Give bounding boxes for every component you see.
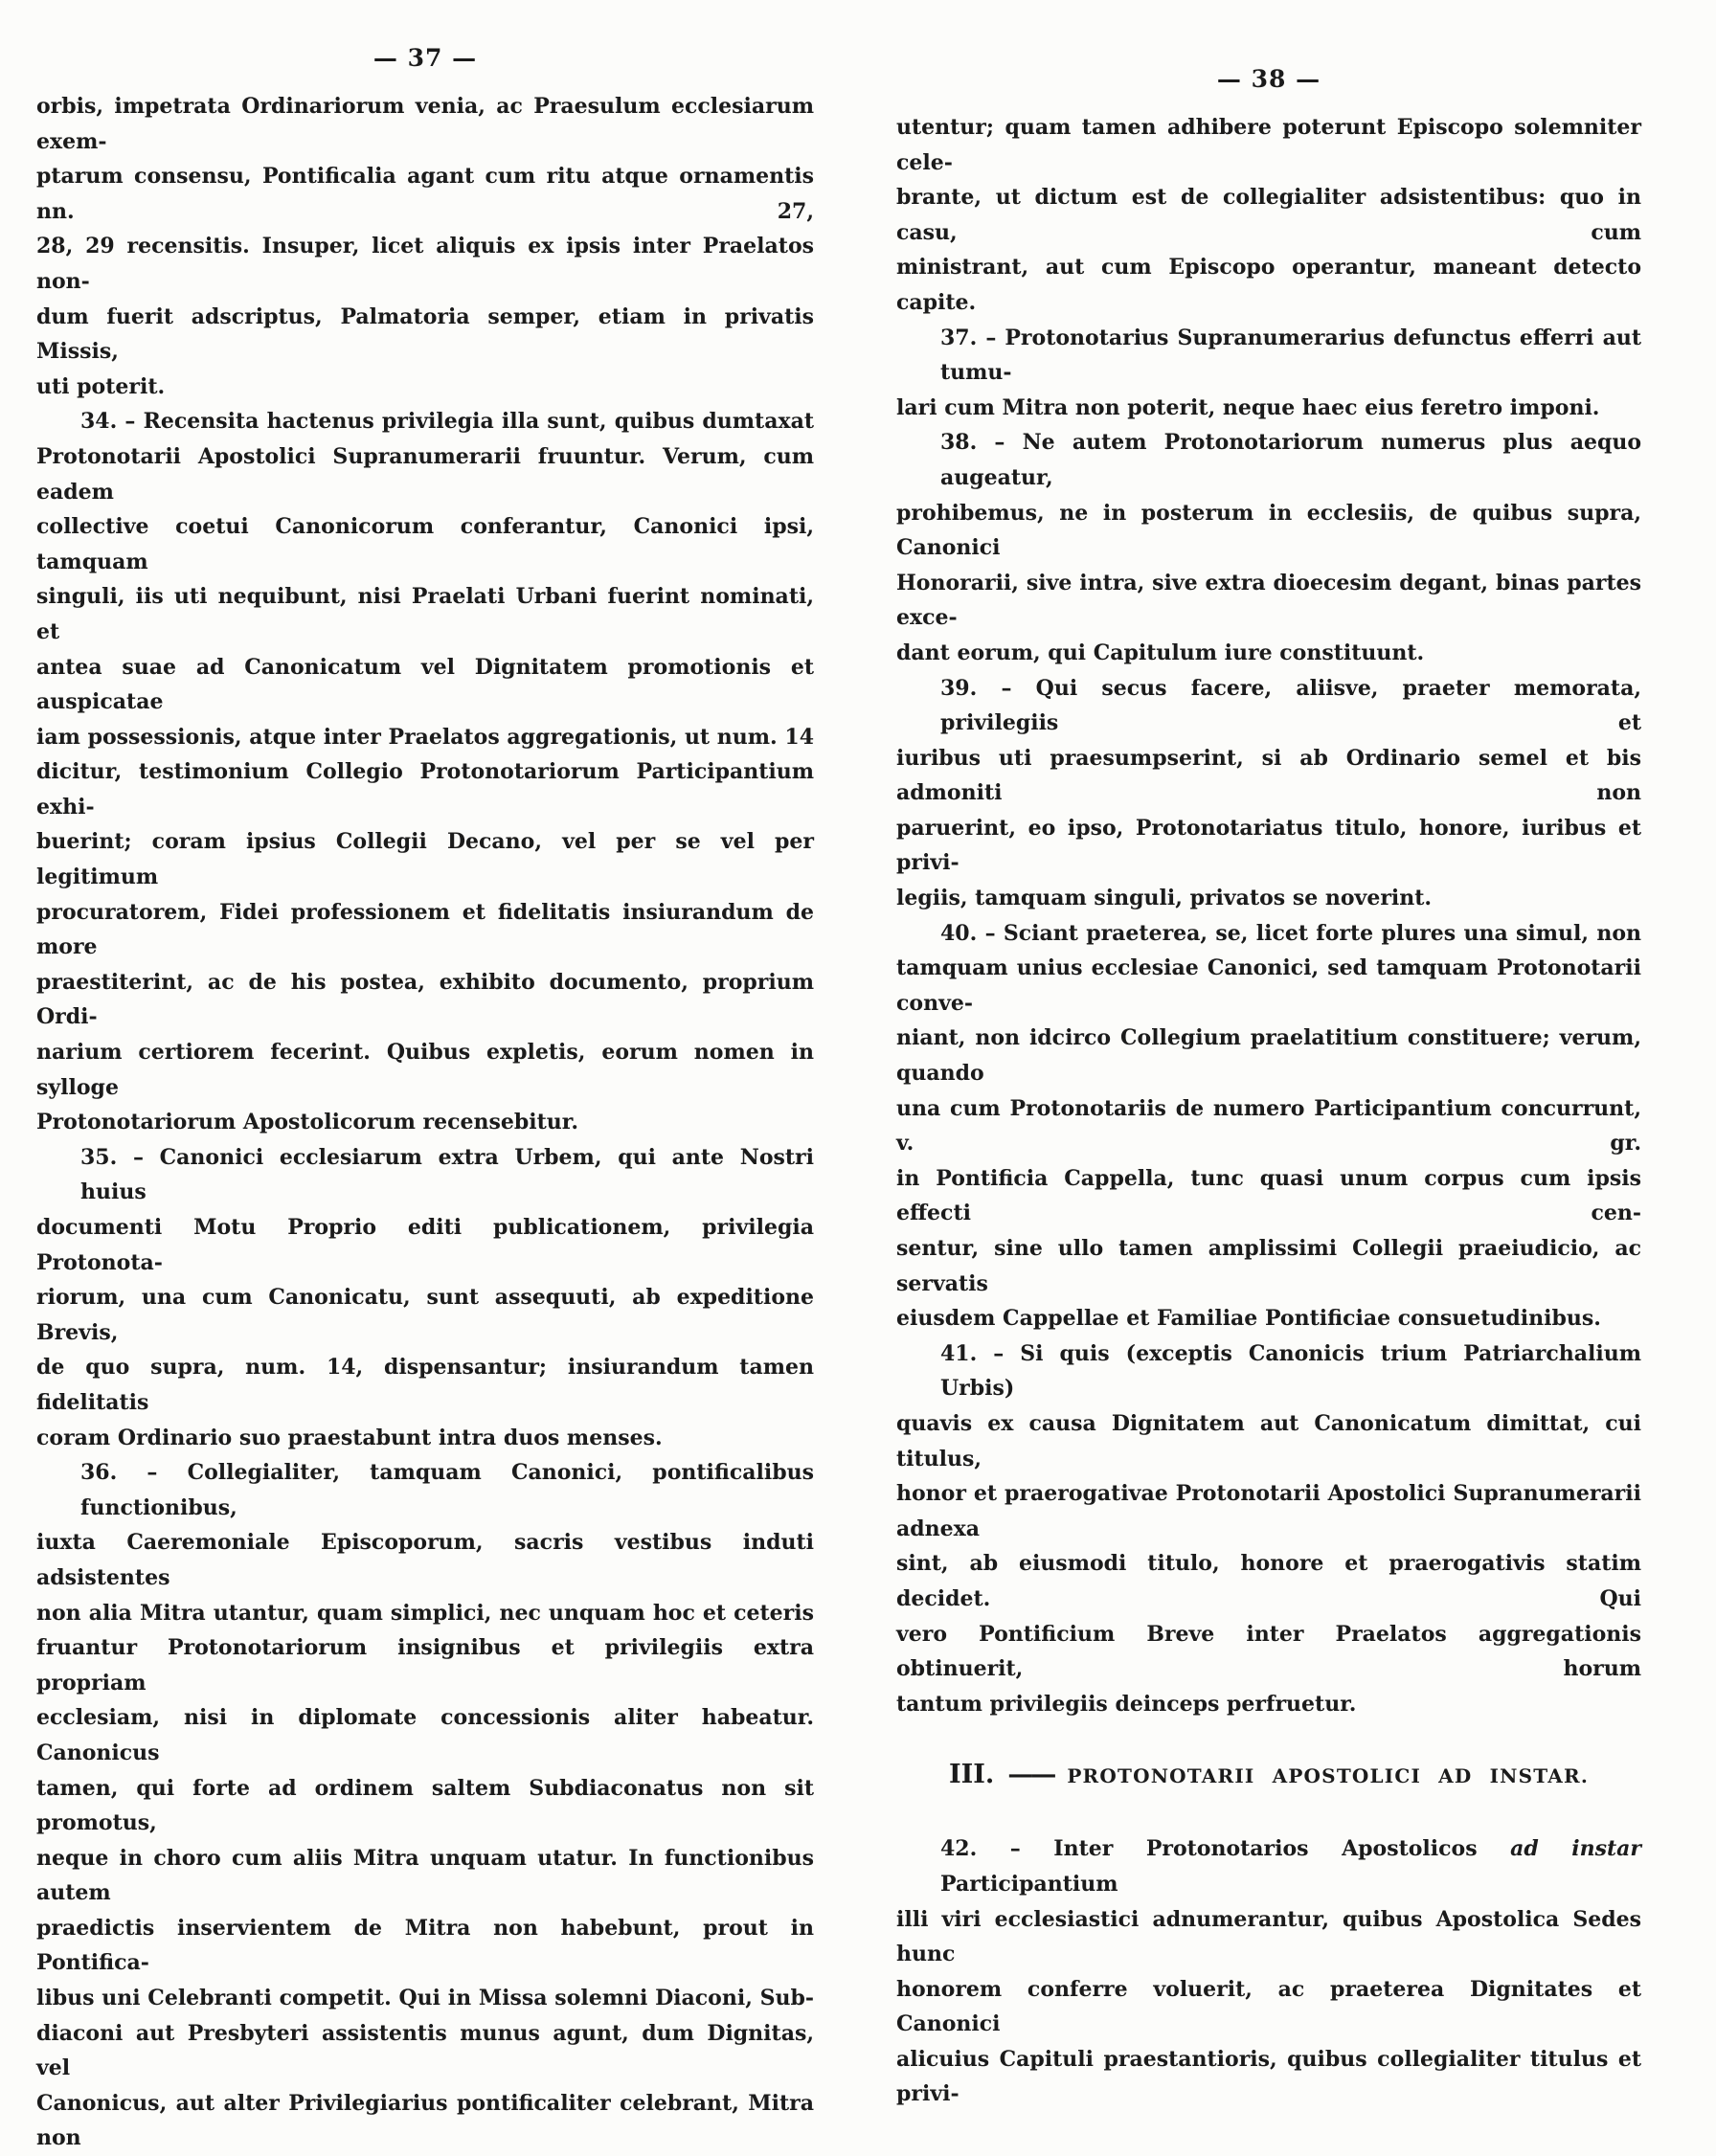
text-line: niant, non idcirco Collegium praelatitium constituere; verum, quando (896, 1025, 1641, 1087)
page-number-left: — 37 — (373, 44, 478, 72)
heading-number: III. (949, 1760, 995, 1790)
text-line: brante, ut dictum est de collegialiter adsistentibus: quo in casu, cum (896, 185, 1641, 245)
text-line: Protonotarii Apostolici Supranumerarii fruuntur. Verum, cum eadem (36, 443, 814, 505)
text-line: iam possessionis, atque inter Praelatos aggregationis, ut num. 14 (36, 724, 814, 750)
text-line: ministrant, aut cum Episcopo operantur, maneant detecto capite. (896, 255, 1641, 315)
text-line: legiis, tamquam singuli, privatos se noverint. (896, 886, 1433, 911)
text-line: alicuius Capituli praestantioris, quibus collegialiter titulus et privi- (896, 2046, 1641, 2107)
text-line: collective coetui Canonicorum conferantur, Canonici ipsi, tamquam (36, 514, 814, 574)
text-line: utentur; quam tamen adhibere poterunt Episcopo solemniter cele- (896, 115, 1641, 175)
text-line: singuli, iis uti nequibunt, nisi Praelati Urbani fuerint nominati, et (36, 584, 814, 644)
text-line: dicitur, testimonium Collegio Protonotariorum Participantium exhi- (36, 759, 814, 820)
paragraph (896, 110, 1641, 321)
paragraph (896, 1831, 1641, 2112)
text-line: coram Ordinario suo praestabunt intra duos menses. (36, 1425, 663, 1450)
page-37 (36, 44, 814, 2156)
text-line: libus uni Celebranti competit. Qui in Missa solemni Diaconi, Sub- (36, 1986, 814, 2011)
text-line: una cum Protonotariis de numero Participantium concurrunt, v. gr. (896, 1095, 1641, 1157)
text-line: ecclesiam, nisi in diplomate concessionis aliter habeatur. Canonicus (36, 1705, 814, 1765)
text-line: tamen, qui forte ad ordinem saltem Subdiaconatus non sit promotus, (36, 1775, 814, 1836)
text-line: antea suae ad Canonicatum vel Dignitatem promotionis et auspicatae (36, 654, 814, 715)
text-line: illi viri ecclesiastici adnumerantur, quibus Apostolica Sedes hunc (896, 1906, 1641, 1967)
paragraph (36, 1140, 814, 1455)
paragraph (896, 321, 1641, 426)
text-line: honor et praerogativae Protonotarii Apostolici Supranumerarii adnexa (896, 1481, 1641, 1541)
paragraph (896, 671, 1641, 916)
text-line: eiusdem Cappellae et Familiae Pontificiae consuetudinibus. (896, 1306, 1601, 1332)
text-line: prohibemus, ne in posterum in ecclesiis, de quibus supra, Canonici (896, 500, 1641, 561)
text-line: quavis ex causa Dignitatem aut Canonicatum dimittat, cui titulus, (896, 1410, 1641, 1471)
text-line: 34. – Recensita hactenus privilegia illa sunt, quibus dumtaxat (80, 409, 814, 435)
text-line: diaconi aut Presbyteri assistentis munus agunt, dum Dignitas, vel (36, 2020, 814, 2081)
text-line: dant eorum, qui Capitulum iure constituunt. (896, 640, 1425, 665)
page-number-right: — 38 — (1216, 65, 1321, 93)
text-line: in Pontificia Cappella, tunc quasi unum corpus cum ipsis effecti cen- (896, 1165, 1641, 1226)
text-line: lari cum Mitra non poterit, neque haec eius feretro imponi. (896, 394, 1600, 420)
text-line: paruerint, eo ipso, Protonotariatus titulo, honore, iuribus et privi- (896, 815, 1641, 876)
text-line: praedictis inservientem de Mitra non habebunt, prout in Pontifica- (36, 1915, 814, 1976)
text-line: neque in choro cum aliis Mitra unquam utatur. In functionibus autem (36, 1845, 814, 1906)
heading-title: PROTONOTARII APOSTOLICI AD INSTAR. (1067, 1764, 1589, 1788)
text-line: 37. – Protonotarius Supranumerarius defunctus efferri aut tumu- (940, 325, 1641, 386)
text-line: sint, ab eiusmodi titulo, honore et praerogativis statim decidet. Qui (896, 1551, 1641, 1611)
text-line: narium certiorem fecerint. Quibus expletis, eorum nomen in sylloge (36, 1040, 814, 1100)
text-line: 38. – Ne autem Protonotariorum numerus plus aequo augeatur, (940, 430, 1641, 490)
text-line: 28, 29 recensitis. Insuper, licet aliquis ex ipsis inter Praelatos non- (36, 234, 814, 294)
text-line: 35. – Canonici ecclesiarum extra Urbem, qui ante Nostri huius (80, 1144, 814, 1205)
paragraph (896, 1336, 1641, 1722)
text-line: 36. – Collegialiter, tamquam Canonici, pontificalibus functionibus, (80, 1460, 814, 1520)
text-line: uti poterit. (36, 373, 166, 399)
text-line: ptarum consensu, Pontificalia agant cum ritu atque ornamentis nn. 27, (36, 164, 814, 224)
text-line: tamquam unius ecclesiae Canonici, sed tamquam Protonotarii conve- (896, 955, 1641, 1016)
text-line: iuribus uti praesumpserint, si ab Ordinario semel et bis admoniti non (896, 745, 1641, 806)
paragraph (896, 916, 1641, 1336)
heading-dash: —— (1007, 1760, 1054, 1790)
text-line: tantum privilegiis deinceps perfruetur. (896, 1691, 1357, 1717)
text-line: riorum, una cum Canonicatu, sunt assequuti, ab expeditione Brevis, (36, 1285, 814, 1345)
text-line: 40. – Sciant praeterea, se, licet forte plures una simul, non (940, 920, 1641, 946)
text-line: procuratorem, Fidei professionem et fidelitatis insiurandum de more (36, 899, 814, 960)
text-line: buerint; coram ipsius Collegii Decano, vel per se vel per legitimum (36, 829, 814, 890)
text-line: dum fuerit adscriptus, Palmatoria semper, etiam in privatis Missis, (36, 303, 814, 365)
page-body-left (36, 89, 814, 2156)
paragraph (36, 404, 814, 1139)
text-line: honorem conferre voluerit, ac praeterea Dignitates et Canonici (896, 1976, 1641, 2037)
text-line: vero Pontificium Breve inter Praelatos aggregationis obtinuerit, horum (896, 1621, 1641, 1682)
page-body-right (896, 110, 1641, 2112)
text-line: Protonotariorum Apostolicorum recensebitur. (36, 1110, 579, 1135)
text-line: orbis, impetrata Ordinariorum venia, ac Praesulum ecclesiarum exem- (36, 94, 814, 154)
text-line: non alia Mitra utantur, quam simplici, nec unquam hoc et ceteris (36, 1600, 814, 1626)
text-line: 41. – Si quis (exceptis Canonicis trium Patriarchalium Urbis) (940, 1340, 1641, 1402)
section-heading (896, 1760, 1641, 1789)
text-line: iuxta Caeremoniale Episcoporum, sacris vestibus induti adsistentes (36, 1530, 814, 1590)
text-line: fruantur Protonotariorum insignibus et privilegiis extra propriam (36, 1635, 814, 1696)
text-line: praestiterint, ac de his postea, exhibito documento, proprium Ordi- (36, 969, 814, 1030)
page-38 (896, 65, 1641, 2156)
paragraph (36, 1455, 814, 2156)
text-line: 42. – Inter Protonotarios Apostolicos ad instar Participantium (940, 1836, 1641, 1897)
paragraph (36, 89, 814, 404)
text-line: 39. – Qui secus facere, aliisve, praeter memorata, privilegiis et (940, 675, 1641, 736)
text-line: documenti Motu Proprio editi publicationem, privilegia Protonota- (36, 1215, 814, 1275)
text-line: Honorarii, sive intra, sive extra dioecesim degant, binas partes exce- (896, 570, 1641, 631)
text-line: de quo supra, num. 14, dispensantur; insiurandum tamen fidelitatis (36, 1355, 814, 1415)
text-line: sentur, sine ullo tamen amplissimi Collegii praeiudicio, ac servatis (896, 1236, 1641, 1296)
text-line: Canonicus, aut alter Privilegiarius pontificaliter celebrant, Mitra non (36, 2090, 814, 2151)
paragraph (896, 425, 1641, 670)
